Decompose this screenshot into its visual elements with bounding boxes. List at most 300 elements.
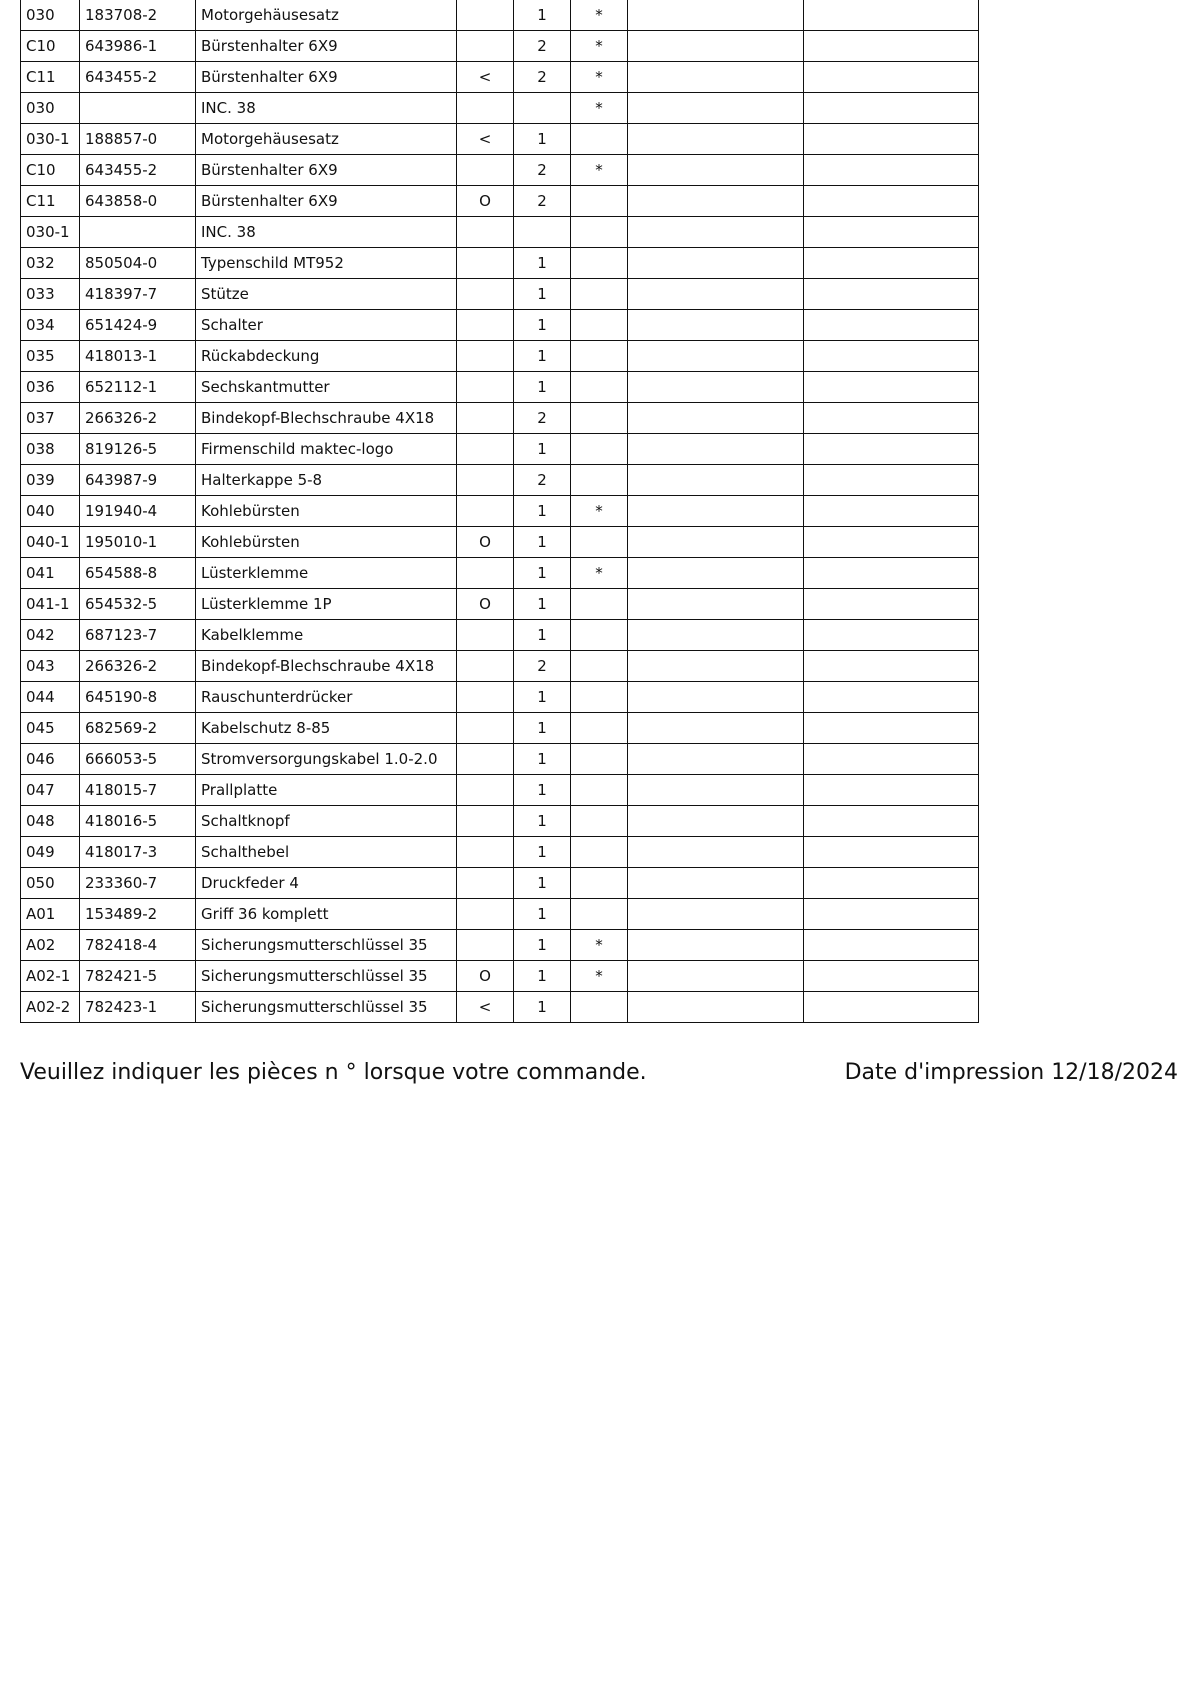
- description-cell: Halterkappe 5-8: [196, 465, 457, 496]
- blank-cell: [804, 279, 979, 310]
- blank-cell: [628, 310, 804, 341]
- marker-cell: *: [571, 62, 628, 93]
- note-cell: [457, 434, 514, 465]
- marker-cell: *: [571, 155, 628, 186]
- table-row: [21, 620, 979, 651]
- marker-cell: [571, 992, 628, 1023]
- item-number-cell: 034: [21, 310, 80, 341]
- table-row: [21, 372, 979, 403]
- marker-cell: [571, 465, 628, 496]
- item-number-cell: 035: [21, 341, 80, 372]
- note-cell: O: [457, 186, 514, 217]
- part-number-cell: 782421-5: [80, 961, 196, 992]
- blank-cell: [804, 589, 979, 620]
- marker-cell: [571, 899, 628, 930]
- blank-cell: [804, 651, 979, 682]
- table-row: [21, 527, 979, 558]
- table-row: [21, 651, 979, 682]
- item-number-cell: 040-1: [21, 527, 80, 558]
- blank-cell: [628, 775, 804, 806]
- note-cell: O: [457, 961, 514, 992]
- note-cell: [457, 341, 514, 372]
- table-row: [21, 465, 979, 496]
- blank-cell: [804, 31, 979, 62]
- blank-cell: [804, 93, 979, 124]
- blank-cell: [804, 124, 979, 155]
- item-number-cell: 038: [21, 434, 80, 465]
- part-number-cell: 188857-0: [80, 124, 196, 155]
- quantity-cell: 1: [514, 961, 571, 992]
- blank-cell: [628, 930, 804, 961]
- blank-cell: [804, 992, 979, 1023]
- description-cell: Sechskantmutter: [196, 372, 457, 403]
- item-number-cell: A01: [21, 899, 80, 930]
- marker-cell: *: [571, 31, 628, 62]
- part-number-cell: 782418-4: [80, 930, 196, 961]
- marker-cell: *: [571, 0, 628, 31]
- note-cell: [457, 806, 514, 837]
- description-cell: Schalter: [196, 310, 457, 341]
- marker-cell: [571, 868, 628, 899]
- note-cell: [457, 651, 514, 682]
- blank-cell: [628, 744, 804, 775]
- part-number-cell: 191940-4: [80, 496, 196, 527]
- quantity-cell: 1: [514, 713, 571, 744]
- item-number-cell: 040: [21, 496, 80, 527]
- item-number-cell: 030-1: [21, 217, 80, 248]
- marker-cell: [571, 279, 628, 310]
- blank-cell: [628, 589, 804, 620]
- blank-cell: [804, 930, 979, 961]
- part-number-cell: 654532-5: [80, 589, 196, 620]
- part-number-cell: [80, 93, 196, 124]
- description-cell: Bürstenhalter 6X9: [196, 31, 457, 62]
- description-cell: Typenschild MT952: [196, 248, 457, 279]
- blank-cell: [804, 434, 979, 465]
- description-cell: Sicherungsmutterschlüssel 35: [196, 930, 457, 961]
- marker-cell: [571, 248, 628, 279]
- part-number-cell: [80, 217, 196, 248]
- table-row: [21, 682, 979, 713]
- quantity-cell: 1: [514, 682, 571, 713]
- description-cell: Druckfeder 4: [196, 868, 457, 899]
- note-cell: [457, 372, 514, 403]
- item-number-cell: C11: [21, 186, 80, 217]
- note-cell: <: [457, 124, 514, 155]
- item-number-cell: 041-1: [21, 589, 80, 620]
- part-number-cell: 819126-5: [80, 434, 196, 465]
- blank-cell: [804, 341, 979, 372]
- blank-cell: [804, 775, 979, 806]
- quantity-cell: 1: [514, 930, 571, 961]
- note-cell: [457, 310, 514, 341]
- description-cell: Kabelschutz 8-85: [196, 713, 457, 744]
- marker-cell: [571, 434, 628, 465]
- item-number-cell: C10: [21, 31, 80, 62]
- quantity-cell: 1: [514, 775, 571, 806]
- blank-cell: [804, 372, 979, 403]
- table-row: [21, 961, 979, 992]
- item-number-cell: 030: [21, 93, 80, 124]
- part-number-cell: 266326-2: [80, 651, 196, 682]
- marker-cell: *: [571, 93, 628, 124]
- part-number-cell: 654588-8: [80, 558, 196, 589]
- description-cell: Sicherungsmutterschlüssel 35: [196, 961, 457, 992]
- item-number-cell: 032: [21, 248, 80, 279]
- marker-cell: [571, 651, 628, 682]
- note-cell: [457, 0, 514, 31]
- marker-cell: [571, 124, 628, 155]
- note-cell: [457, 837, 514, 868]
- marker-cell: [571, 744, 628, 775]
- part-number-cell: 651424-9: [80, 310, 196, 341]
- table-row: [21, 868, 979, 899]
- table-row: [21, 403, 979, 434]
- marker-cell: [571, 310, 628, 341]
- description-cell: Bindekopf-Blechschraube 4X18: [196, 651, 457, 682]
- description-cell: Bürstenhalter 6X9: [196, 62, 457, 93]
- quantity-cell: 1: [514, 496, 571, 527]
- table-row: [21, 93, 979, 124]
- part-number-cell: 418017-3: [80, 837, 196, 868]
- table-row: [21, 0, 979, 31]
- part-number-cell: 643986-1: [80, 31, 196, 62]
- blank-cell: [804, 217, 979, 248]
- marker-cell: [571, 682, 628, 713]
- table-row: [21, 496, 979, 527]
- item-number-cell: A02: [21, 930, 80, 961]
- description-cell: Motorgehäusesatz: [196, 0, 457, 31]
- description-cell: INC. 38: [196, 217, 457, 248]
- marker-cell: [571, 527, 628, 558]
- description-cell: Bürstenhalter 6X9: [196, 155, 457, 186]
- table-row: [21, 806, 979, 837]
- marker-cell: [571, 186, 628, 217]
- description-cell: Sicherungsmutterschlüssel 35: [196, 992, 457, 1023]
- marker-cell: [571, 713, 628, 744]
- marker-cell: *: [571, 961, 628, 992]
- part-number-cell: 645190-8: [80, 682, 196, 713]
- part-number-cell: 153489-2: [80, 899, 196, 930]
- blank-cell: [804, 620, 979, 651]
- part-number-cell: 666053-5: [80, 744, 196, 775]
- item-number-cell: 033: [21, 279, 80, 310]
- description-cell: Bürstenhalter 6X9: [196, 186, 457, 217]
- order-notice: Veuillez indiquer les pièces n ° lorsque votre commande.: [20, 1060, 647, 1085]
- quantity-cell: [514, 217, 571, 248]
- table-row: [21, 992, 979, 1023]
- description-cell: Firmenschild maktec-logo: [196, 434, 457, 465]
- quantity-cell: 1: [514, 310, 571, 341]
- quantity-cell: 2: [514, 31, 571, 62]
- table-row: [21, 558, 979, 589]
- blank-cell: [804, 155, 979, 186]
- blank-cell: [628, 496, 804, 527]
- parts-list-page: [20, 0, 1178, 1085]
- quantity-cell: 1: [514, 992, 571, 1023]
- quantity-cell: 1: [514, 620, 571, 651]
- description-cell: Lüsterklemme: [196, 558, 457, 589]
- part-number-cell: 266326-2: [80, 403, 196, 434]
- blank-cell: [628, 155, 804, 186]
- quantity-cell: 1: [514, 0, 571, 31]
- quantity-cell: 2: [514, 651, 571, 682]
- blank-cell: [804, 837, 979, 868]
- marker-cell: [571, 620, 628, 651]
- blank-cell: [804, 248, 979, 279]
- description-cell: INC. 38: [196, 93, 457, 124]
- table-row: [21, 124, 979, 155]
- blank-cell: [804, 961, 979, 992]
- blank-cell: [804, 0, 979, 31]
- blank-cell: [628, 992, 804, 1023]
- table-row: [21, 713, 979, 744]
- marker-cell: [571, 775, 628, 806]
- blank-cell: [628, 651, 804, 682]
- blank-cell: [628, 0, 804, 31]
- part-number-cell: 643858-0: [80, 186, 196, 217]
- part-number-cell: 418015-7: [80, 775, 196, 806]
- marker-cell: *: [571, 558, 628, 589]
- item-number-cell: 030-1: [21, 124, 80, 155]
- note-cell: [457, 899, 514, 930]
- table-row: [21, 62, 979, 93]
- marker-cell: [571, 589, 628, 620]
- note-cell: [457, 155, 514, 186]
- note-cell: [457, 620, 514, 651]
- blank-cell: [804, 465, 979, 496]
- note-cell: [457, 465, 514, 496]
- quantity-cell: 1: [514, 527, 571, 558]
- part-number-cell: 643455-2: [80, 62, 196, 93]
- item-number-cell: 048: [21, 806, 80, 837]
- blank-cell: [628, 527, 804, 558]
- item-number-cell: 041: [21, 558, 80, 589]
- parts-table: [20, 0, 979, 1023]
- item-number-cell: 039: [21, 465, 80, 496]
- blank-cell: [628, 403, 804, 434]
- item-number-cell: 043: [21, 651, 80, 682]
- quantity-cell: 1: [514, 372, 571, 403]
- item-number-cell: 037: [21, 403, 80, 434]
- note-cell: [457, 713, 514, 744]
- blank-cell: [804, 186, 979, 217]
- item-number-cell: 046: [21, 744, 80, 775]
- item-number-cell: 042: [21, 620, 80, 651]
- item-number-cell: 047: [21, 775, 80, 806]
- marker-cell: *: [571, 930, 628, 961]
- blank-cell: [804, 496, 979, 527]
- table-row: [21, 186, 979, 217]
- quantity-cell: 1: [514, 124, 571, 155]
- blank-cell: [804, 403, 979, 434]
- table-row: [21, 341, 979, 372]
- part-number-cell: 782423-1: [80, 992, 196, 1023]
- item-number-cell: A02-1: [21, 961, 80, 992]
- part-number-cell: 233360-7: [80, 868, 196, 899]
- description-cell: Schaltknopf: [196, 806, 457, 837]
- note-cell: [457, 682, 514, 713]
- blank-cell: [628, 279, 804, 310]
- quantity-cell: 1: [514, 744, 571, 775]
- item-number-cell: 045: [21, 713, 80, 744]
- blank-cell: [628, 186, 804, 217]
- item-number-cell: A02-2: [21, 992, 80, 1023]
- part-number-cell: 183708-2: [80, 0, 196, 31]
- blank-cell: [628, 713, 804, 744]
- marker-cell: [571, 403, 628, 434]
- description-cell: Rauschunterdrücker: [196, 682, 457, 713]
- item-number-cell: 036: [21, 372, 80, 403]
- blank-cell: [804, 806, 979, 837]
- blank-cell: [628, 868, 804, 899]
- description-cell: Motorgehäusesatz: [196, 124, 457, 155]
- blank-cell: [804, 527, 979, 558]
- parts-table-body: [21, 0, 979, 1023]
- note-cell: [457, 496, 514, 527]
- note-cell: [457, 744, 514, 775]
- table-row: [21, 31, 979, 62]
- quantity-cell: 1: [514, 558, 571, 589]
- note-cell: [457, 248, 514, 279]
- table-row: [21, 589, 979, 620]
- blank-cell: [804, 713, 979, 744]
- description-cell: Lüsterklemme 1P: [196, 589, 457, 620]
- part-number-cell: 643455-2: [80, 155, 196, 186]
- blank-cell: [628, 93, 804, 124]
- note-cell: [457, 217, 514, 248]
- blank-cell: [628, 682, 804, 713]
- quantity-cell: 1: [514, 806, 571, 837]
- quantity-cell: 1: [514, 589, 571, 620]
- part-number-cell: 418016-5: [80, 806, 196, 837]
- description-cell: Schalthebel: [196, 837, 457, 868]
- note-cell: O: [457, 589, 514, 620]
- note-cell: [457, 403, 514, 434]
- marker-cell: [571, 341, 628, 372]
- blank-cell: [628, 434, 804, 465]
- item-number-cell: 044: [21, 682, 80, 713]
- part-number-cell: 850504-0: [80, 248, 196, 279]
- description-cell: Bindekopf-Blechschraube 4X18: [196, 403, 457, 434]
- marker-cell: *: [571, 496, 628, 527]
- quantity-cell: 2: [514, 403, 571, 434]
- quantity-cell: 1: [514, 279, 571, 310]
- blank-cell: [628, 558, 804, 589]
- description-cell: Stromversorgungskabel 1.0-2.0: [196, 744, 457, 775]
- description-cell: Stütze: [196, 279, 457, 310]
- blank-cell: [628, 372, 804, 403]
- print-date: Date d'impression 12/18/2024: [844, 1060, 1178, 1085]
- blank-cell: [804, 899, 979, 930]
- blank-cell: [804, 868, 979, 899]
- blank-cell: [628, 620, 804, 651]
- part-number-cell: 195010-1: [80, 527, 196, 558]
- note-cell: <: [457, 62, 514, 93]
- blank-cell: [628, 837, 804, 868]
- quantity-cell: 1: [514, 341, 571, 372]
- description-cell: Kabelklemme: [196, 620, 457, 651]
- quantity-cell: 2: [514, 186, 571, 217]
- quantity-cell: [514, 93, 571, 124]
- item-number-cell: C11: [21, 62, 80, 93]
- note-cell: [457, 31, 514, 62]
- marker-cell: [571, 837, 628, 868]
- description-cell: Griff 36 komplett: [196, 899, 457, 930]
- description-cell: Kohlebürsten: [196, 496, 457, 527]
- note-cell: [457, 93, 514, 124]
- part-number-cell: 418397-7: [80, 279, 196, 310]
- note-cell: O: [457, 527, 514, 558]
- blank-cell: [628, 62, 804, 93]
- blank-cell: [628, 217, 804, 248]
- blank-cell: [804, 744, 979, 775]
- table-row: [21, 310, 979, 341]
- table-row: [21, 279, 979, 310]
- blank-cell: [628, 465, 804, 496]
- quantity-cell: 1: [514, 899, 571, 930]
- table-row: [21, 217, 979, 248]
- blank-cell: [628, 31, 804, 62]
- item-number-cell: 050: [21, 868, 80, 899]
- quantity-cell: 2: [514, 62, 571, 93]
- blank-cell: [628, 248, 804, 279]
- blank-cell: [628, 341, 804, 372]
- marker-cell: [571, 372, 628, 403]
- table-row: [21, 899, 979, 930]
- part-number-cell: 687123-7: [80, 620, 196, 651]
- description-cell: Rückabdeckung: [196, 341, 457, 372]
- part-number-cell: 418013-1: [80, 341, 196, 372]
- table-row: [21, 775, 979, 806]
- note-cell: [457, 868, 514, 899]
- part-number-cell: 682569-2: [80, 713, 196, 744]
- blank-cell: [628, 961, 804, 992]
- quantity-cell: 1: [514, 837, 571, 868]
- quantity-cell: 1: [514, 248, 571, 279]
- item-number-cell: 030: [21, 0, 80, 31]
- item-number-cell: 049: [21, 837, 80, 868]
- marker-cell: [571, 217, 628, 248]
- part-number-cell: 643987-9: [80, 465, 196, 496]
- table-row: [21, 434, 979, 465]
- note-cell: [457, 775, 514, 806]
- blank-cell: [804, 310, 979, 341]
- note-cell: <: [457, 992, 514, 1023]
- description-cell: Kohlebürsten: [196, 527, 457, 558]
- quantity-cell: 2: [514, 155, 571, 186]
- blank-cell: [628, 806, 804, 837]
- blank-cell: [628, 899, 804, 930]
- item-number-cell: C10: [21, 155, 80, 186]
- blank-cell: [804, 558, 979, 589]
- note-cell: [457, 930, 514, 961]
- description-cell: Prallplatte: [196, 775, 457, 806]
- blank-cell: [804, 682, 979, 713]
- blank-cell: [628, 124, 804, 155]
- note-cell: [457, 558, 514, 589]
- quantity-cell: 2: [514, 465, 571, 496]
- table-row: [21, 155, 979, 186]
- part-number-cell: 652112-1: [80, 372, 196, 403]
- note-cell: [457, 279, 514, 310]
- marker-cell: [571, 806, 628, 837]
- quantity-cell: 1: [514, 868, 571, 899]
- quantity-cell: 1: [514, 434, 571, 465]
- table-row: [21, 930, 979, 961]
- blank-cell: [804, 62, 979, 93]
- table-row: [21, 248, 979, 279]
